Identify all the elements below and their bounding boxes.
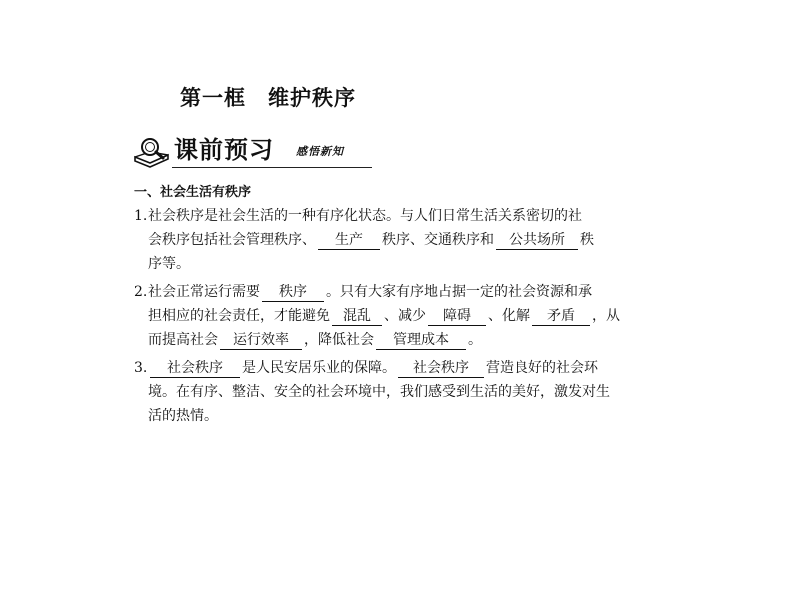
answer-blank[interactable]: 公共场所 bbox=[496, 231, 578, 250]
item-text: ，从 bbox=[592, 308, 620, 324]
text-line bbox=[148, 204, 664, 228]
text-line bbox=[148, 228, 664, 252]
item-text: 营造良好的社会环 bbox=[486, 360, 598, 376]
answer-blank[interactable]: 管理成本 bbox=[376, 331, 466, 350]
text-line bbox=[148, 304, 664, 328]
item-text: 会秩序包括社会管理秩序、 bbox=[148, 232, 316, 248]
banner-divider bbox=[172, 167, 372, 168]
item-text: 、化解 bbox=[488, 308, 530, 324]
item-text: 秩 bbox=[580, 232, 594, 248]
answer-blank[interactable]: 运行效率 bbox=[220, 331, 302, 350]
text-line bbox=[148, 328, 664, 352]
lesson-title: 第一框 维护秩序 bbox=[180, 85, 356, 110]
item-text: 而提高社会 bbox=[148, 332, 218, 348]
text-line bbox=[148, 280, 664, 304]
text-line bbox=[148, 252, 664, 276]
list-item bbox=[134, 204, 664, 276]
item-text: 序等。 bbox=[148, 256, 190, 272]
item-text: 。 bbox=[468, 332, 482, 348]
answer-blank[interactable]: 生产 bbox=[318, 231, 380, 250]
item-text: 。只有大家有序地占据一定的社会资源和承 bbox=[326, 284, 592, 300]
list-item bbox=[134, 280, 664, 352]
answer-blank[interactable]: 混乱 bbox=[332, 307, 382, 326]
banner-title: 课前预习 bbox=[174, 136, 274, 164]
item-text: 担相应的社会责任，才能避免 bbox=[148, 308, 330, 324]
item-text: 是人民安居乐业的保障。 bbox=[242, 360, 396, 376]
text-line bbox=[148, 380, 664, 404]
content-body bbox=[134, 204, 664, 432]
banner-tag: 感悟新知 bbox=[296, 145, 344, 158]
answer-blank[interactable]: 社会秩序 bbox=[398, 359, 484, 378]
answer-blank[interactable]: 障碍 bbox=[428, 307, 486, 326]
item-text: 社会秩序是社会生活的一种有序化状态。与人们日常生活关系密切的社 bbox=[148, 208, 582, 224]
item-number: 1. bbox=[134, 208, 148, 224]
answer-blank[interactable]: 社会秩序 bbox=[150, 359, 240, 378]
book-magnifier-icon bbox=[132, 135, 172, 169]
preview-banner bbox=[132, 133, 372, 171]
item-text: 活的热情。 bbox=[148, 408, 218, 424]
item-number: 3. bbox=[134, 360, 148, 376]
answer-blank[interactable]: 秩序 bbox=[262, 283, 324, 302]
section-heading: 一、社会生活有秩序 bbox=[134, 185, 252, 200]
item-text: 境。在有序、整洁、安全的社会环境中，我们感受到生活的美好，激发对生 bbox=[148, 384, 610, 400]
item-text: 社会正常运行需要 bbox=[148, 284, 260, 300]
text-line bbox=[148, 404, 664, 428]
item-text: 、减少 bbox=[384, 308, 426, 324]
text-line bbox=[148, 356, 664, 380]
item-text: 秩序、交通秩序和 bbox=[382, 232, 494, 248]
list-item bbox=[134, 356, 664, 428]
item-text: ，降低社会 bbox=[304, 332, 374, 348]
answer-blank[interactable]: 矛盾 bbox=[532, 307, 590, 326]
item-number: 2. bbox=[134, 284, 148, 300]
